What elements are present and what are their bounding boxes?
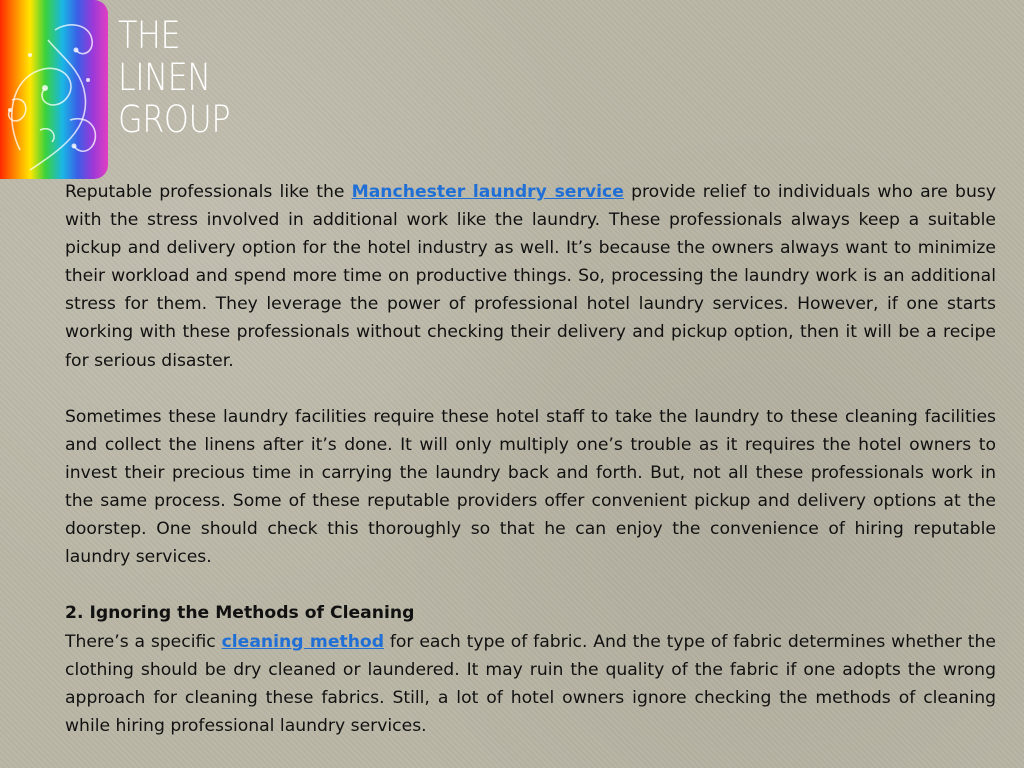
logo-wordmark <box>118 15 230 141</box>
logo-line-linen: LINEN <box>118 56 211 99</box>
paragraph-intro-rest: provide relief to individuals who are busy with the stress involved in additional work like the laundry. These professionals always keep a suitable pickup and delivery option for the hotel industry as well. It’s because the owners always want to minimize their workload and spend more time on productive things. So, processing the laundry work is an additional stress for them. They leverage the power of professional hotel laundry services. However, if one starts working with these professionals without checking their delivery and pickup option, then it will be a recipe for serious disaster. <box>65 182 996 371</box>
logo-line-the: THE <box>118 14 181 57</box>
paragraph-intro <box>65 178 996 375</box>
linen-group-logo <box>0 0 240 180</box>
section-heading-cleaning-methods: 2. Ignoring the Methods of Cleaning <box>65 603 415 624</box>
logo-line-group: GROUP <box>118 98 231 141</box>
paragraph-pickup: Sometimes these laundry facilities require these hotel staff to take the laundry to these cleaning facilities and collect the linens after it’s done. It will only multiply one’s trouble as it requires the hotel owners to invest their precious time in carrying the laundry back and forth. But, not all these professionals work in the same process. Some of these reputable providers offer convenient pickup and delivery options at the doorstep. One should check this thoroughly so that he can enjoy the convenience of hiring reputable laundry services. <box>65 406 996 568</box>
paragraph-intro-lead: Reputable professionals like the <box>65 182 352 202</box>
floral-swirl-icon <box>0 0 108 179</box>
rainbow-swirl-logo-graphic <box>0 0 108 179</box>
manchester-laundry-service-link[interactable]: Manchester laundry service <box>351 182 624 202</box>
article-body <box>65 178 996 740</box>
paragraph-cleaning <box>65 628 996 740</box>
cleaning-method-link[interactable]: cleaning method <box>221 631 385 652</box>
paragraph-cleaning-lead: There’s a specific <box>65 631 222 652</box>
paragraph-cleaning-rest: for each type of fabric. And the type of fabric determines whether the clothing should be dry cleaned or laundered. It may ruin the quality of the fabric if one adopts the wrong approach for cleaning these fabrics. Still, a lot of hotel owners ignore checking the methods of cleaning while hiring professional laundry services. <box>65 631 996 736</box>
